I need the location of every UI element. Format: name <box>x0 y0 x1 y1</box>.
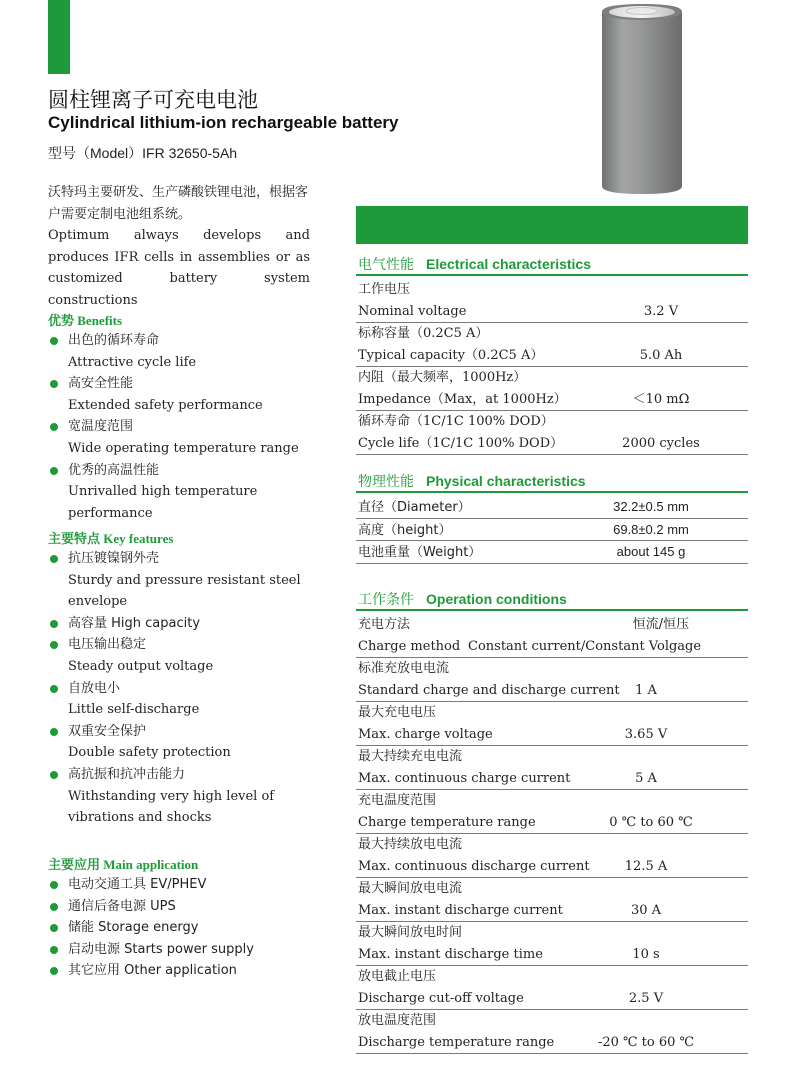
bullet-icon <box>50 337 58 345</box>
bullet-icon <box>50 641 58 649</box>
bullet-icon <box>50 620 58 628</box>
operation-heading: 工作条件 Operation conditions <box>358 591 567 608</box>
bullet-icon <box>50 967 58 975</box>
list-item: 出色的循环寿命 <box>48 330 338 352</box>
model-number: 型号（Model）IFR 32650-5Ah <box>48 145 238 161</box>
battery-image <box>598 0 686 196</box>
table-row-cn: 工作电压 <box>358 282 411 297</box>
list-item: 通信后备电源 UPS <box>48 896 338 918</box>
table-row: Discharge cut-off voltage 2.5 V <box>356 988 748 1011</box>
list-item-sub: Wide operating temperature range <box>68 440 299 456</box>
bullet-icon <box>50 946 58 954</box>
table-row-cn: 最大持续放电电流 <box>358 837 463 852</box>
table-row-cn: 最大持续充电电流 <box>358 749 463 764</box>
list-item-sub: Attractive cycle life <box>68 354 197 370</box>
list-item: 宽温度范围 <box>48 416 338 438</box>
table-row-cn: 最大瞬间放电电流 <box>358 881 463 896</box>
electrical-table <box>356 279 748 455</box>
table-row: Max. instant discharge current 30 A <box>356 900 748 923</box>
table-row-cn: 充电温度范围 <box>358 793 437 808</box>
electrical-heading: 电气性能 Electrical characteristics <box>358 256 591 273</box>
list-item: 电压输出稳定 <box>48 634 338 656</box>
main-application-list <box>48 874 338 982</box>
list-item: 电动交通工具 EV/PHEV <box>48 874 338 896</box>
list-item-sub: Sturdy and pressure resistant steel <box>68 572 301 588</box>
divider <box>356 274 748 276</box>
bullet-icon <box>50 555 58 563</box>
bullet-icon <box>50 467 58 475</box>
benefits-heading: 优势 Benefits <box>48 313 123 328</box>
benefits-list <box>48 330 338 524</box>
operation-table <box>356 614 748 1054</box>
key-features-heading: 主要特点 Key features <box>48 531 174 546</box>
list-item: 优秀的高温性能 <box>48 460 338 482</box>
table-row: Discharge temperature range -20 ℃ to 60 ℃ <box>356 1032 748 1055</box>
table-row: 直径（Diameter） 32.2±0.5 mm <box>356 496 748 519</box>
table-row-cn: 标称容量（0.2C5 A） <box>358 326 489 341</box>
table-row: Charge method Constant current/Constant Volgage <box>356 636 748 659</box>
table-row-cn: 循环寿命（1C/1C 100% DOD） <box>358 414 554 429</box>
physical-heading: 物理性能 Physical characteristics <box>358 473 586 490</box>
table-row: 电池重量（Weight） about 145 g <box>356 541 748 564</box>
intro-cn: 沃特玛主要研发、生产磷酸铁锂电池，根据客户需要定制电池组系统。 <box>48 185 309 222</box>
accent-bar <box>48 0 70 74</box>
list-item: 自放电小 <box>48 678 338 700</box>
list-item-sub: vibrations and shocks <box>68 810 212 826</box>
table-row: Charge temperature range 0 ℃ to 60 ℃ <box>356 812 748 835</box>
list-item: 抗压镀镍钢外壳 <box>48 548 338 570</box>
bullet-icon <box>50 771 58 779</box>
table-row-cn: 充电方法 恒流/恒压 <box>358 617 690 632</box>
list-item: 高安全性能 <box>48 373 338 395</box>
physical-table <box>356 496 748 564</box>
divider <box>356 609 748 611</box>
bullet-icon <box>50 380 58 388</box>
table-row: Max. instant discharge time 10 s <box>356 944 748 967</box>
list-item-sub: Double safety protection <box>68 745 231 761</box>
list-item: 高容量 High capacity <box>48 613 338 635</box>
table-row: Max. continuous discharge current 12.5 A <box>356 856 748 879</box>
bullet-icon <box>50 924 58 932</box>
table-row: Impedance（Max，at 1000Hz） ＜10 mΩ <box>356 389 748 412</box>
bullet-icon <box>50 881 58 889</box>
list-item: 高抗振和抗冲击能力 <box>48 764 338 786</box>
list-item: 储能 Storage energy <box>48 917 338 939</box>
list-item: 启动电源 Starts power supply <box>48 939 338 961</box>
title-en: Cylindrical lithium-ion rechargeable battery <box>48 113 399 132</box>
intro-en: Optimum always develops and produces IFR cells in assemblies or as customized battery system constructions <box>48 228 310 308</box>
table-row-cn: 内阻（最大频率，1000Hz） <box>358 370 527 385</box>
table-row-cn: 放电截止电压 <box>358 969 437 984</box>
table-row: Max. continuous charge current 5 A <box>356 768 748 791</box>
list-item: 其它应用 Other application <box>48 960 338 982</box>
table-row-cn: 标准充放电电流 <box>358 661 450 676</box>
list-item-sub: envelope <box>68 594 128 610</box>
table-row-cn: 最大充电电压 <box>358 705 437 720</box>
list-item: 双重安全保护 <box>48 721 338 743</box>
list-item-sub: Extended safety performance <box>68 397 263 413</box>
intro <box>48 182 310 312</box>
bullet-icon <box>50 423 58 431</box>
table-row: 高度（height） 69.8±0.2 mm <box>356 519 748 542</box>
bullet-icon <box>50 728 58 736</box>
list-item-sub: Unrivalled high temperature performance <box>68 484 258 521</box>
table-row: Nominal voltage 3.2 V <box>356 301 748 324</box>
table-row: Typical capacity（0.2C5 A） 5.0 Ah <box>356 345 748 368</box>
table-row: Cycle life（1C/1C 100% DOD） 2000 cycles <box>356 433 748 456</box>
bullet-icon <box>50 685 58 693</box>
title-cn: 圆柱锂离子可充电电池 <box>48 88 258 112</box>
accent-band <box>356 206 748 244</box>
list-item-sub: Steady output voltage <box>68 658 214 674</box>
table-row-cn: 放电温度范围 <box>358 1013 437 1028</box>
list-item-sub: Little self-discharge <box>68 702 200 718</box>
key-features-list <box>48 548 338 829</box>
table-row-cn: 最大瞬间放电时间 <box>358 925 463 940</box>
bullet-icon <box>50 903 58 911</box>
table-row: Max. charge voltage 3.65 V <box>356 724 748 747</box>
divider <box>356 491 748 493</box>
list-item-sub: Withstanding very high level of <box>68 788 275 804</box>
table-row: Standard charge and discharge current 1 A <box>356 680 748 703</box>
main-application-heading: 主要应用 Main application <box>48 857 199 872</box>
